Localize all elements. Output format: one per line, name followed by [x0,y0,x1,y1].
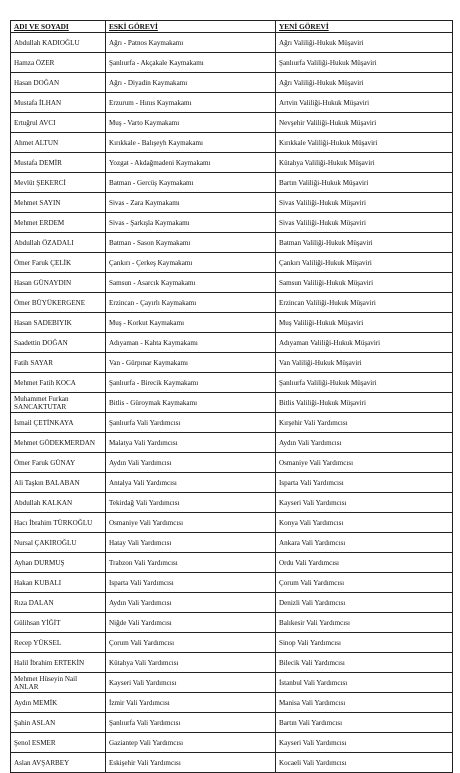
old-post: Hatay Vali Yardımcısı [106,533,276,553]
old-post: Erzurum - Hınıs Kaymakamı [106,93,276,113]
old-post: Kayseri Vali Yardımcısı [106,673,276,693]
table-row [11,653,453,673]
new-post: İstanbul Vali Yardımcısı [276,673,453,693]
table-row [11,393,453,413]
new-post: Erzincan Valiliği-Hukuk Müşaviri [276,293,453,313]
old-post: Şanlıurfa - Birecik Kaymakamı [106,373,276,393]
table-row [11,273,453,293]
new-post: Ankara Vali Yardımcısı [276,533,453,553]
old-post: Osmaniye Vali Yardımcısı [106,513,276,533]
old-post: Sivas - Şarkışla Kaymakamı [106,213,276,233]
person-name: Aslan AVŞARBEY [11,753,106,773]
new-post: Konya Vali Yardımcısı [276,513,453,533]
person-name: Ali Taşkın BALABAN [11,473,106,493]
new-post: Sivas Valiliği-Hukuk Müşaviri [276,193,453,213]
table-row [11,253,453,273]
new-post: Çorum Vali Yardımcısı [276,573,453,593]
new-post: Artvin Valiliği-Hukuk Müşaviri [276,93,453,113]
old-post: Van - Gürpınar Kaymakamı [106,353,276,373]
person-name: Abdullah KADIOĞLU [11,33,106,53]
old-post: İzmir Vali Yardımcısı [106,693,276,713]
person-name: Aydın MEMİK [11,693,106,713]
new-post: Kayseri Vali Yardımcısı [276,493,453,513]
new-post: Batman Valiliği-Hukuk Müşaviri [276,233,453,253]
old-post: Çorum Vali Yardımcısı [106,633,276,653]
person-name: Gülihsan YİĞİT [11,613,106,633]
old-post: Sivas - Zara Kaymakamı [106,193,276,213]
new-post: Isparta Vali Yardımcısı [276,473,453,493]
table-row [11,453,453,473]
person-name: Mehmet ERDEM [11,213,106,233]
old-post: Kırıkkale - Balışeyh Kaymakamı [106,133,276,153]
old-post: Aydın Vali Yardımcısı [106,593,276,613]
person-name: Mehmet SAYIN [11,193,106,213]
person-name: Ömer Faruk GÜNAY [11,453,106,473]
old-post: Malatya Vali Yardımcısı [106,433,276,453]
new-post: Bartın Valiliği-Hukuk Müşaviri [276,173,453,193]
table-row [11,233,453,253]
person-name: Hamza ÖZER [11,53,106,73]
person-name: Mehmet Fatih KOCA [11,373,106,393]
new-post: Muş Valiliği-Hukuk Müşaviri [276,313,453,333]
table-row [11,613,453,633]
table-row [11,333,453,353]
header-old-post: ESKİ GÖREVİ [106,21,276,33]
table-row [11,153,453,173]
new-post: Denizli Vali Yardımcısı [276,593,453,613]
table-row [11,213,453,233]
person-name: Hakan KUBALI [11,573,106,593]
person-name: Hacı İbrahim TÜRKOĞLU [11,513,106,533]
table-row [11,173,453,193]
table-row [11,133,453,153]
new-post: Van Valiliği-Hukuk Müşaviri [276,353,453,373]
old-post: Şanlıurfa - Akçakale Kaymakamı [106,53,276,73]
new-post: Kırşehir Vali Yardımcısı [276,413,453,433]
person-name: Fatih SAYAR [11,353,106,373]
new-post: Manisa Vali Yardımcısı [276,693,453,713]
old-post: Muş - Varto Kaymakamı [106,113,276,133]
person-name: Hasan DOĞAN [11,73,106,93]
old-post: Yozgat - Akdağmadeni Kaymakamı [106,153,276,173]
old-post: Bitlis - Güroymak Kaymakamı [106,393,276,413]
old-post: Şanlıurfa Vali Yardımcısı [106,413,276,433]
header-new-post: YENİ GÖREVİ [276,21,453,33]
person-name: Halil İbrahim ERTEKİN [11,653,106,673]
old-post: Şanlıurfa Vali Yardımcısı [106,713,276,733]
new-post: Bartın Vali Yardımcısı [276,713,453,733]
person-name: Ertuğrul AVCI [11,113,106,133]
new-post: Kocaeli Vali Yardımcısı [276,753,453,773]
old-post: Isparta Vali Yardımcısı [106,573,276,593]
new-post: Kayseri Vali Yardımcısı [276,733,453,753]
old-post: Ağrı - Patnos Kaymakamı [106,33,276,53]
table-row [11,753,453,773]
person-name: Ahmet ALTUN [11,133,106,153]
old-post: Aydın Vali Yardımcısı [106,453,276,473]
person-name: Saadettin DOĞAN [11,333,106,353]
new-post: Çankırı Valiliği-Hukuk Müşaviri [276,253,453,273]
table-row [11,553,453,573]
table-row [11,73,453,93]
person-name: Şahin ASLAN [11,713,106,733]
old-post: Eskişehir Vali Yardımcısı [106,753,276,773]
table-row [11,693,453,713]
person-name: Ömer BÜYÜKERGENE [11,293,106,313]
old-post: Niğde Vali Yardımcısı [106,613,276,633]
table-row [11,413,453,433]
table-row [11,573,453,593]
header-row [11,21,453,33]
new-post: Sinop Vali Yardımcısı [276,633,453,653]
person-name: İsmail ÇETİNKAYA [11,413,106,433]
table-row [11,53,453,73]
table-row [11,33,453,53]
person-name: Nursal ÇAKIROĞLU [11,533,106,553]
old-post: Antalya Vali Yardımcısı [106,473,276,493]
table-row [11,373,453,393]
table-row [11,353,453,373]
person-name: Ayhan DURMUŞ [11,553,106,573]
person-name: Şenol ESMER [11,733,106,753]
old-post: Gaziantep Vali Yardımcısı [106,733,276,753]
table-row [11,473,453,493]
table-row [11,713,453,733]
table-header [11,21,453,33]
table-row [11,513,453,533]
old-post: Ağrı - Diyadin Kaymakamı [106,73,276,93]
table-row [11,113,453,133]
old-post: Muş - Korkut Kaymakamı [106,313,276,333]
person-name: Mustafa DEMİR [11,153,106,173]
person-name: Hasan GÜNAYDIN [11,273,106,293]
new-post: Ağrı Valiliği-Hukuk Müşaviri [276,33,453,53]
new-post: Sivas Valiliği-Hukuk Müşaviri [276,213,453,233]
old-post: Çankırı - Çerkeş Kaymakamı [106,253,276,273]
header-name: ADI VE SOYADI [11,21,106,33]
person-name: Rıza DALAN [11,593,106,613]
person-name: Mevlüt ŞEKERCİ [11,173,106,193]
person-name: Abdullah ÖZADALI [11,233,106,253]
old-post: Erzincan - Çayırlı Kaymakamı [106,293,276,313]
person-name: Mehmet Hüseyin Nail ANLAR [11,673,106,693]
person-name: Hasan SADEBIYIK [11,313,106,333]
old-post: Tekirdağ Vali Yardımcısı [106,493,276,513]
new-post: Kütahya Valiliği-Hukuk Müşaviri [276,153,453,173]
table-row [11,533,453,553]
new-post: Adıyaman Valiliği-Hukuk Müşaviri [276,333,453,353]
new-post: Bilecik Vali Yardımcısı [276,653,453,673]
table-row [11,93,453,113]
new-post: Nevşehir Valiliği-Hukuk Müşaviri [276,113,453,133]
person-name: Mustafa İLHAN [11,93,106,113]
new-post: Aydın Vali Yardımcısı [276,433,453,453]
table-body [11,33,453,773]
new-post: Bitlis Valiliği-Hukuk Müşaviri [276,393,453,413]
person-name: Abdullah KALKAN [11,493,106,513]
person-name: Muhammet Furkan SANCAKTUTAR [11,393,106,413]
new-post: Şanlıurfa Valiliği-Hukuk Müşaviri [276,53,453,73]
old-post: Batman - Sason Kaymakamı [106,233,276,253]
table-row [11,493,453,513]
old-post: Trabzon Vali Yardımcısı [106,553,276,573]
table-row [11,673,453,693]
person-name: Recep YÜKSEL [11,633,106,653]
table-row [11,733,453,753]
old-post: Adıyaman - Kahta Kaymakamı [106,333,276,353]
table-row [11,193,453,213]
new-post: Şanlıurfa Valiliği-Hukuk Müşaviri [276,373,453,393]
new-post: Balıkesir Vali Yardımcısı [276,613,453,633]
table-row [11,593,453,613]
person-name: Mehmet GÖDEKMERDAN [11,433,106,453]
person-name: Ömer Faruk ÇELİK [11,253,106,273]
new-post: Samsun Valiliği-Hukuk Müşaviri [276,273,453,293]
appointments-table [10,20,453,773]
table-row [11,313,453,333]
old-post: Batman - Gercüş Kaymakamı [106,173,276,193]
table-row [11,433,453,453]
new-post: Osmaniye Vali Yardımcısı [276,453,453,473]
old-post: Kütahya Vali Yardımcısı [106,653,276,673]
new-post: Kırıkkale Valiliği-Hukuk Müşaviri [276,133,453,153]
new-post: Ağrı Valiliği-Hukuk Müşaviri [276,73,453,93]
table-row [11,293,453,313]
new-post: Ordu Vali Yardımcısı [276,553,453,573]
document-page [10,20,452,773]
table-row [11,633,453,653]
old-post: Samsun - Asarcık Kaymakamı [106,273,276,293]
